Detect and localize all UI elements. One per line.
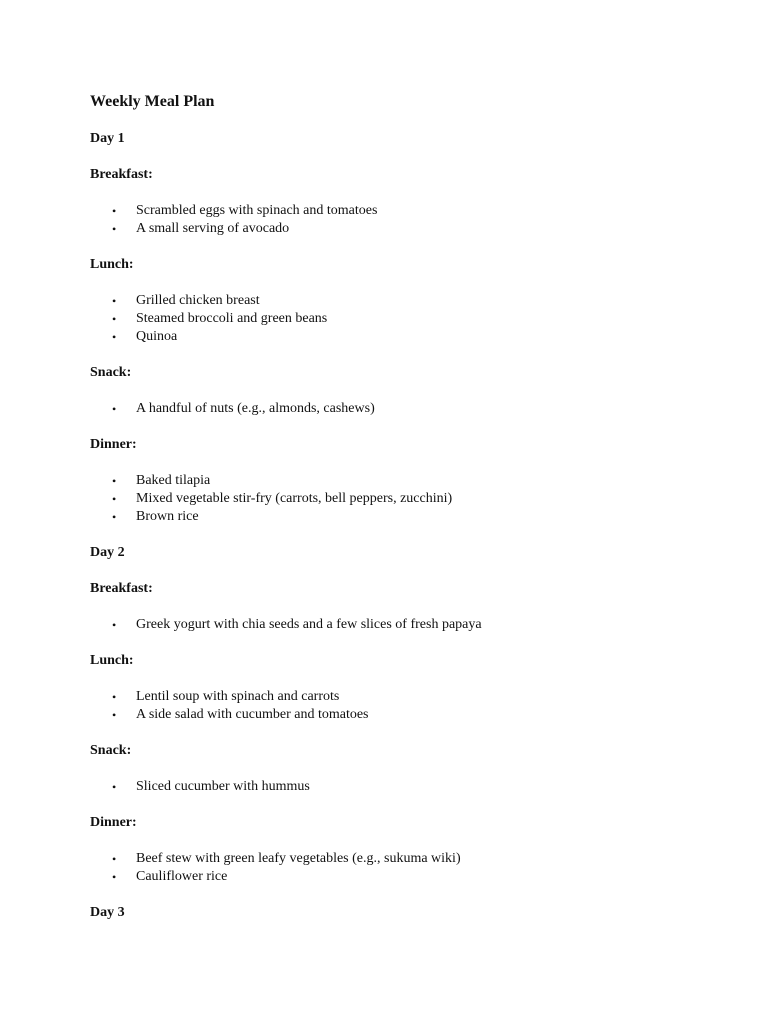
bullet-icon: • [112,312,117,326]
list-item-text: Baked tilapia [136,473,211,488]
list-item [90,688,768,706]
day-heading: Day 2 [90,545,125,560]
list-item-text: A small serving of avocado [136,221,290,236]
list-item [90,292,768,310]
meal-heading: Breakfast: [90,167,153,182]
list-item-text: Mixed vegetable stir-fry (carrots, bell peppers, zucchini) [136,491,453,506]
list-item-text: Quinoa [136,329,178,344]
list-item-text: Beef stew with green leafy vegetables (e.g., sukuma wiki) [136,851,461,866]
meal-item-list [90,202,768,238]
bullet-icon: • [112,708,117,722]
bullet-icon: • [112,474,117,488]
list-item [90,202,768,220]
meal-item-list [90,688,768,724]
bullet-icon: • [112,222,117,236]
list-item [90,400,768,418]
bullet-icon: • [112,852,117,866]
meal-heading: Lunch: [90,257,134,272]
meal-heading: Snack: [90,743,132,758]
bullet-icon: • [112,492,117,506]
list-item-text: Lentil soup with spinach and carrots [136,689,340,704]
meal-item-list [90,778,768,796]
bullet-icon: • [112,294,117,308]
list-item-text: Scrambled eggs with spinach and tomatoes [136,203,378,218]
list-item-text: A side salad with cucumber and tomatoes [136,707,369,722]
day-heading: Day 1 [90,131,125,146]
bullet-icon: • [112,330,117,344]
list-item-text: Sliced cucumber with hummus [136,779,310,794]
list-item [90,490,768,508]
list-item [90,850,768,868]
bullet-icon: • [112,402,117,416]
meal-heading: Lunch: [90,653,134,668]
document-title: Weekly Meal Plan [90,93,215,110]
bullet-icon: • [112,690,117,704]
meal-item-list [90,292,768,346]
list-item [90,472,768,490]
list-item-text: Greek yogurt with chia seeds and a few slices of fresh papaya [136,617,482,632]
list-item-text: Grilled chicken breast [136,293,260,308]
meal-plan-content [90,130,768,922]
list-item [90,310,768,328]
list-item-text: Brown rice [136,509,199,524]
list-item [90,616,768,634]
list-item [90,778,768,796]
list-item [90,706,768,724]
day-heading: Day 3 [90,905,125,920]
list-item [90,868,768,886]
list-item [90,220,768,238]
meal-heading: Breakfast: [90,581,153,596]
bullet-icon: • [112,780,117,794]
meal-heading: Snack: [90,365,132,380]
bullet-icon: • [112,510,117,524]
meal-item-list [90,400,768,418]
meal-item-list [90,472,768,526]
meal-heading: Dinner: [90,437,137,452]
list-item-text: Cauliflower rice [136,869,228,884]
list-item-text: A handful of nuts (e.g., almonds, cashews) [136,401,375,416]
bullet-icon: • [112,204,117,218]
meal-heading: Dinner: [90,815,137,830]
bullet-icon: • [112,618,117,632]
list-item-text: Steamed broccoli and green beans [136,311,328,326]
meal-item-list [90,616,768,634]
list-item [90,328,768,346]
list-item [90,508,768,526]
meal-item-list [90,850,768,886]
bullet-icon: • [112,870,117,884]
